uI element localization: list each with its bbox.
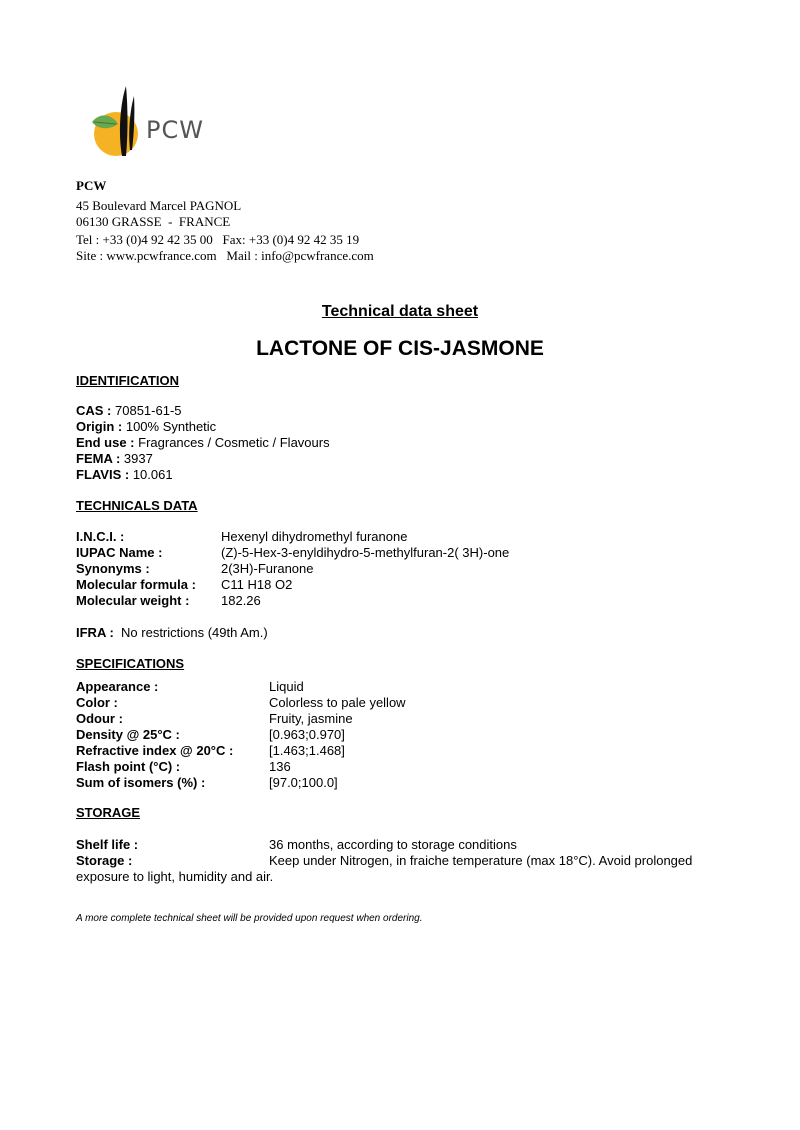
spec-label-odour: Odour :	[76, 711, 123, 726]
field-label: CAS :	[76, 403, 112, 418]
spec-value-appearance: Liquid	[269, 679, 304, 694]
spec-label-appearance: Appearance :	[76, 679, 159, 694]
identification-row-end-use	[76, 435, 330, 451]
technicals-value-iupac: (Z)-5-Hex-3-enyldihydro-5-methylfuran-2( 3H)-one	[221, 545, 510, 560]
spec-value-isomers: [97.0;100.0]	[269, 775, 338, 790]
technicals-label-formula: Molecular formula :	[76, 577, 196, 592]
website-mail-line: Site : www.pcwfrance.com Mail : info@pcwfrance.com	[76, 248, 374, 263]
technicals-value-synonyms: 2(3H)-Furanone	[221, 561, 314, 576]
phone-fax-line: Tel : +33 (0)4 92 42 35 00 Fax: +33 (0)4 92 42 35 19	[76, 232, 360, 247]
spec-label-flash-point: Flash point (°C) :	[76, 759, 181, 774]
spec-value-refractive: [1.463;1.468]	[269, 743, 345, 758]
technicals-heading: TECHNICALS DATA	[76, 498, 198, 513]
spec-label-isomers: Sum of isomers (%) :	[76, 775, 206, 790]
spec-label-color: Color :	[76, 695, 118, 710]
technicals-value-inci: Hexenyl dihydromethyl furanone	[221, 529, 408, 544]
ifra-value: No restrictions (49th Am.)	[121, 625, 268, 640]
field-label: End use :	[76, 435, 135, 450]
logo-emblem-icon	[88, 84, 148, 160]
address-line2: 06130 GRASSE - FRANCE	[76, 214, 231, 229]
spec-value-flash-point: 136	[269, 759, 291, 774]
field-value: Fragrances / Cosmetic / Flavours	[138, 435, 330, 450]
field-value: 3937	[123, 451, 153, 466]
field-label: FEMA :	[76, 451, 121, 466]
spec-value-color: Colorless to pale yellow	[269, 695, 406, 710]
identification-row-fema	[76, 451, 153, 467]
address-line1: 45 Boulevard Marcel PAGNOL	[76, 198, 242, 213]
field-label: Origin :	[76, 419, 123, 434]
spec-value-odour: Fruity, jasmine	[269, 711, 353, 726]
ifra-row	[76, 625, 268, 641]
field-value: 100% Synthetic	[125, 419, 217, 434]
storage-heading: STORAGE	[76, 805, 141, 820]
technicals-label-weight: Molecular weight :	[76, 593, 190, 608]
technicals-label-synonyms: Synonyms :	[76, 561, 150, 576]
logo-text: PCW	[146, 116, 204, 144]
shelf-life-label: Shelf life :	[76, 837, 139, 852]
sheet-title: Technical data sheet	[321, 303, 479, 320]
identification-row-cas	[76, 403, 182, 419]
storage-value-line1: Keep under Nitrogen, in fraiche temperature (max 18°C). Avoid prolonged	[269, 853, 693, 868]
footer-note: A more complete technical sheet will be provided upon request when ordering.	[76, 913, 423, 924]
technicals-label-inci: I.N.C.I. :	[76, 529, 125, 544]
field-value: 70851-61-5	[115, 403, 182, 418]
spec-label-density: Density @ 25°C :	[76, 727, 180, 742]
storage-value-line2: exposure to light, humidity and air.	[76, 869, 274, 884]
field-value: 10.061	[132, 467, 173, 482]
identification-row-flavis	[76, 467, 173, 483]
pcw-logo	[88, 84, 214, 160]
field-label: FLAVIS :	[76, 467, 130, 482]
technicals-value-formula: C11 H18 O2	[221, 577, 293, 592]
technicals-label-iupac: IUPAC Name :	[76, 545, 163, 560]
specifications-heading: SPECIFICATIONS	[76, 656, 185, 671]
ifra-label: IFRA :	[76, 625, 114, 640]
company-name: PCW	[76, 178, 107, 193]
spec-value-density: [0.963;0.970]	[269, 727, 345, 742]
spec-label-refractive: Refractive index @ 20°C :	[76, 743, 234, 758]
product-title: LACTONE OF CIS-JASMONE	[256, 337, 544, 360]
storage-label: Storage :	[76, 853, 133, 868]
technicals-value-weight: 182.26	[221, 593, 261, 608]
identification-heading: IDENTIFICATION	[76, 373, 180, 388]
identification-row-origin	[76, 419, 216, 435]
shelf-life-value: 36 months, according to storage conditions	[269, 837, 517, 852]
